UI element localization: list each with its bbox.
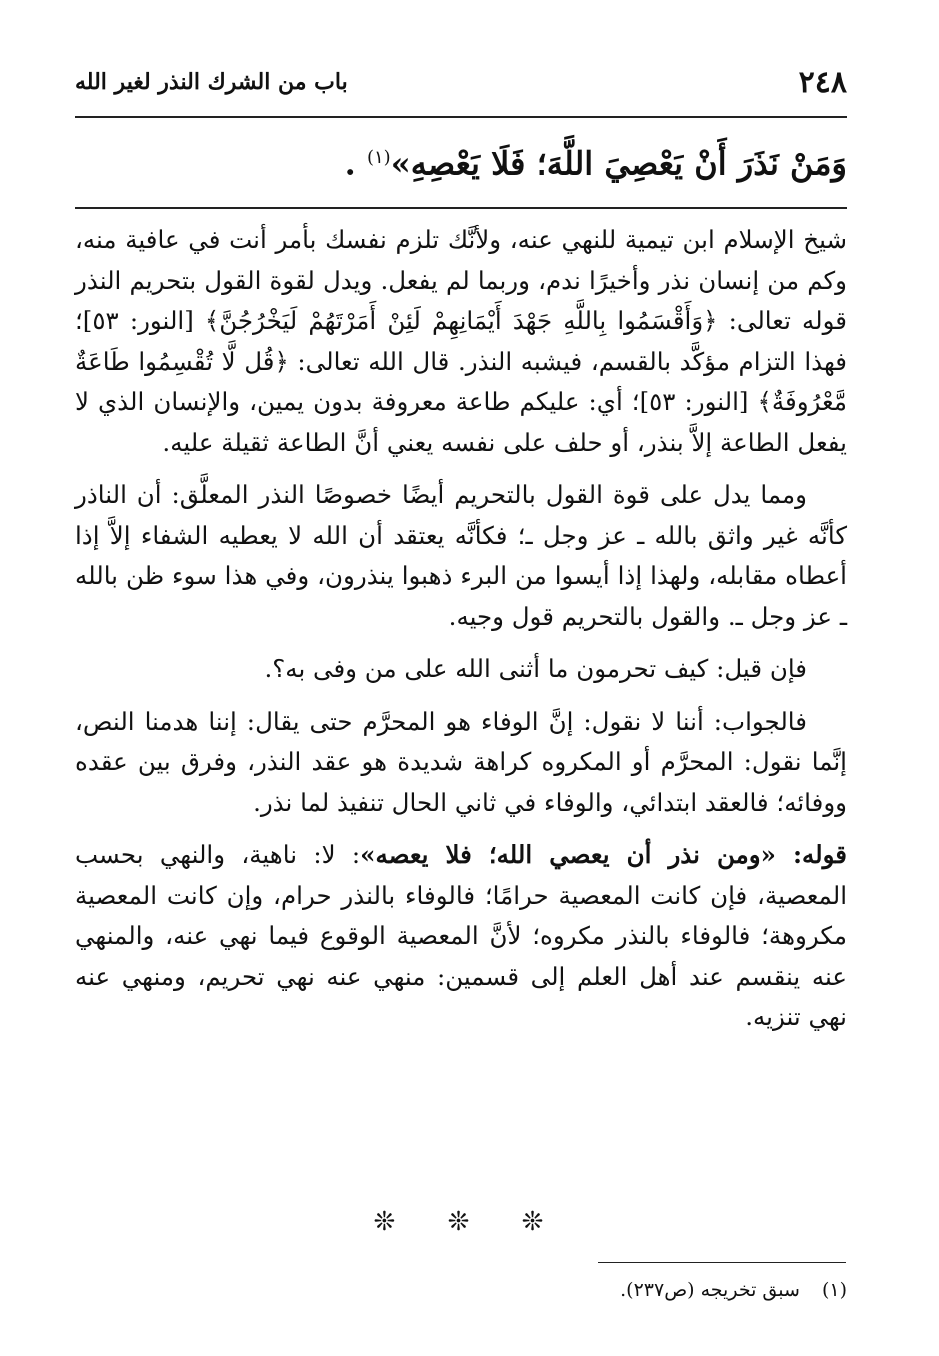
paragraph-5 [75,835,847,1038]
paragraph-5-lead: قوله: [792,840,847,869]
page-header [75,58,847,106]
footnote-text: سبق تخريجه (ص٢٣٧). [620,1279,800,1301]
paragraph-5-rest: : لا: ناهية، والنهي بحسب المعصية، فإن كانت المعصية حرامًا؛ فالوفاء بالنذر حرام، وإن كانت المعصية مكروهة؛ فالوفاء بالنذر مكروه؛ لأنَّ المعصية الوقوع فيما نهي عنه، والمنهي عنه ينقسم عند أهل العلم إلى قسمين: منهي عنه نهي تحريم، ومنهي عنه نهي تنزيه. [75,840,847,1031]
paragraph-3: فإن قيل: كيف تحرمون ما أثنى الله على من وفى به؟. [264,654,807,683]
paragraph-4: فالجواب: أننا لا نقول: إنَّ الوفاء هو المحرَّم حتى يقال: إننا هدمنا النص، إنَّما نقول: المحرَّم أو المكروه كراهة شديدة هو عقد النذر، وفرق بين عقده ووفائه؛ فالعقد ابتدائي، والوفاء في ثاني الحال تنفيذ لما نذر. [75,706,847,817]
hadith-quote: وَمَنْ نَذَرَ أَنْ يَعْصِيَ اللَّهَ؛ فَلَا يَعْصِهِ» [390,144,847,183]
page-number: ٢٤٨ [798,64,847,100]
section-separator: ❊ ❊ ❊ [373,1207,566,1237]
header-rule [75,116,847,118]
footnote [75,1275,847,1305]
running-title: باب من الشرك النذر لغير الله [75,69,348,95]
hadith-text [75,128,847,188]
footnote-number: (١) [821,1279,847,1301]
footnote-marker: (١) [366,147,391,168]
hadith-end: . [344,144,367,183]
section-rule [75,207,847,209]
paragraph-2: ومما يدل على قوة القول بالتحريم أيضًا خصوصًا النذر المعلَّق: أن الناذر كأنَّه غير واثق بالله ـ عز وجل ـ؛ فكأنَّه يعتقد أن الله لا يعطيه الشفاء إلاَّ إذا أعطاه مقابله، ولهذا إذا أيسوا من البرء ذهبوا ينذرون، وفي هذا سوء ظن بالله ـ عز وجل ـ. والقول بالتحريم قول وجيه. [75,480,847,631]
footnote-rule [598,1262,846,1263]
paragraph-1: شيخ الإسلام ابن تيمية للنهي عنه، ولأنَّك تلزم نفسك بأمر أنت في عافية منه، وكم من إنسان نذر وأخيرًا ندم، وربما لم يفعل. ويدل لقوة القول بتحريم النذر قوله تعالى: ﴿وَأَقْسَمُوا بِاللَّهِ جَهْدَ أَيْمَانِهِمْ لَئِنْ أَمَرْتَهُمْ لَيَخْرُجُنَّ﴾ [النور: ٥٣]؛ فهذا التزام مؤكَّد بالقسم، فيشبه النذر. قال الله تعالى: ﴿قُل لَّا تُقْسِمُوا طَاعَةٌ مَّعْرُوفَةٌ﴾ [النور: ٥٣]؛ أي: عليكم طاعة معروفة بدون يمين، والإنسان الذي لا يفعل الطاعة إلاَّ بنذر، أو حلف على نفسه يعني أنَّ الطاعة ثقيلة عليه. [75,225,847,457]
commentary-body [75,220,847,1210]
paragraph-5-quote: «ومن نذر أن يعصي الله؛ فلا يعصه» [360,840,793,869]
